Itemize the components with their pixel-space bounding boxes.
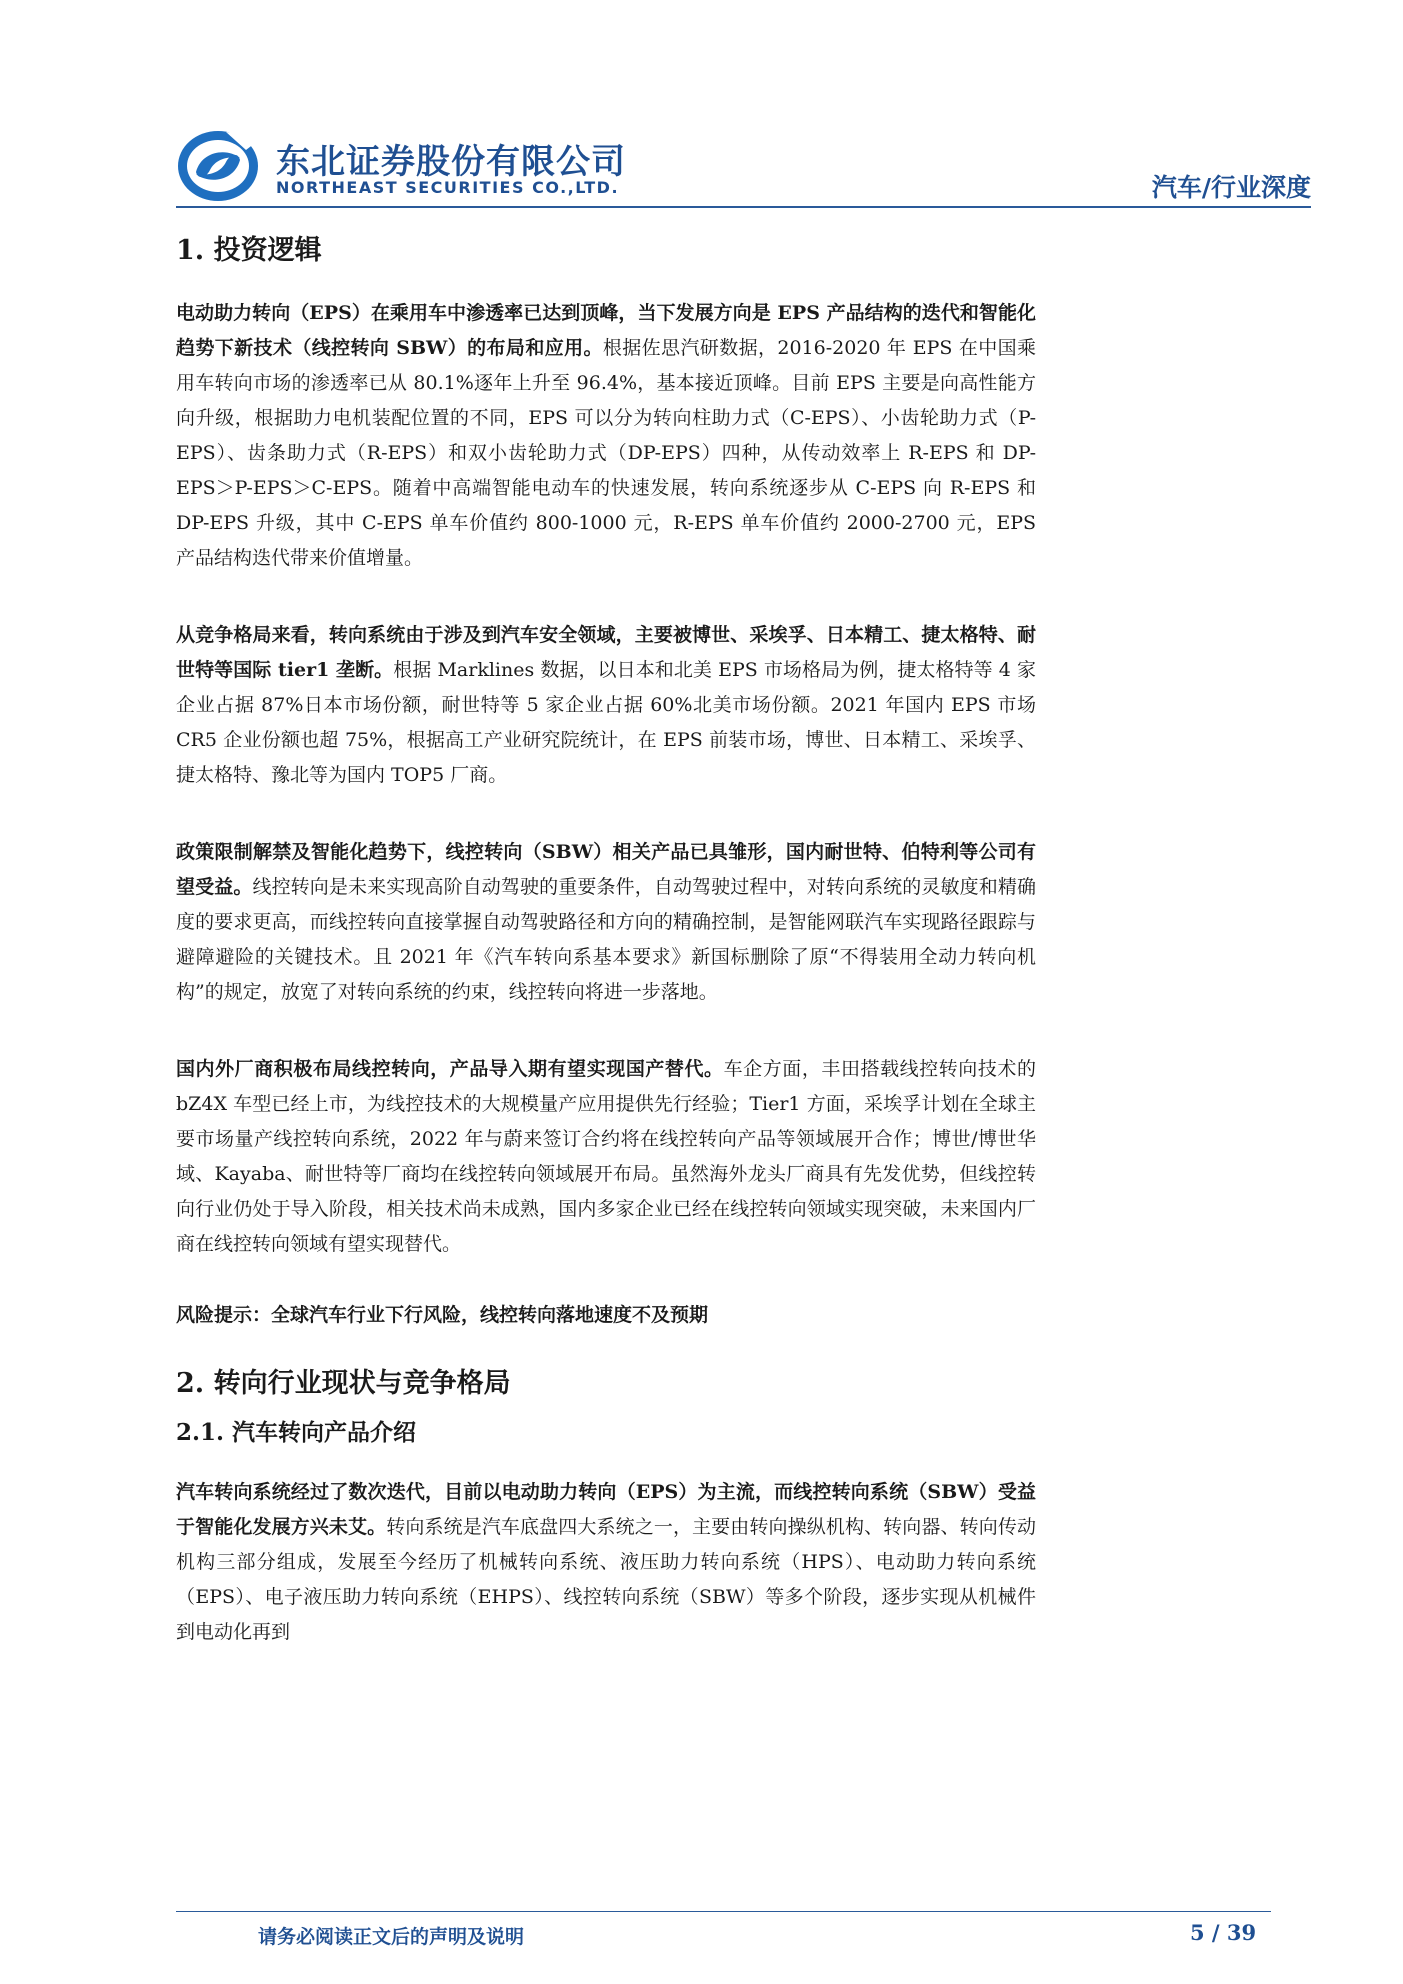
page-number: 5 / 39 [1190,1920,1257,1945]
company-name-cn: 东北证券股份有限公司 [276,142,626,182]
risk-warning: 风险提示：全球汽车行业下行风险，线控转向落地速度不及预期 [176,1303,709,1326]
paragraph-lead: 政策限制解禁及智能化趋势下，线控转向（SBW）相关产品已具雏形，国内耐世特、伯特利等公司有望受益。 [176,840,1036,898]
paragraph-domestic-substitution [176,1052,1036,1262]
company-name-en: NORTHEAST SECURITIES CO.,LTD. [276,178,620,197]
paragraph-steering-intro [176,1475,1036,1650]
header-divider [176,206,1311,208]
paragraph-eps-penetration [176,296,1036,576]
section-2-title: 2. 转向行业现状与竞争格局 [176,1367,511,1399]
paragraph-lead: 从竞争格局来看，转向系统由于涉及到汽车安全领域，主要被博世、采埃孚、日本精工、捷太格特、耐世特等国际 tier1 垄断。 [176,623,1036,681]
paragraph-body: 转向系统是汽车底盘四大系统之一，主要由转向操纵机构、转向器、转向传动机构三部分组成，发展至今经历了机械转向系统、液压助力转向系统（HPS）、电动助力转向系统（EPS）、电子液压助力转向系统（EHPS）、线控转向系统（SBW）等多个阶段，逐步实现从机械件到电动化再到 [176,1515,1036,1643]
paragraph-body: 线控转向是未来实现高阶自动驾驶的重要条件，自动驾驶过程中，对转向系统的灵敏度和精确度的要求更高，而线控转向直接掌握自动驾驶路径和方向的精确控制，是智能网联汽车实现路径跟踪与避障避险的关键技术。且 2021 年《汽车转向系基本要求》新国标删除了原“不得装用全动力转向机构”的规定，放宽了对转向系统的约束，线控转向将进一步落地。 [176,875,1036,1003]
footer-divider [176,1911,1271,1912]
paragraph-body: 根据 Marklines 数据，以日本和北美 EPS 市场格局为例，捷太格特等 4 家企业占据 87%日本市场份额，耐世特等 5 家企业占据 60%北美市场份额。2021 年国内 EPS 市场 CR5 企业份额也超 75%，根据高工产业研究院统计，在 EPS 前装市场，博世、日本精工、采埃孚、捷太格特、豫北等为国内 TOP5 厂商。 [176,658,1036,786]
report-body [176,232,1036,1650]
page-header [176,128,1311,204]
section-1-title: 1. 投资逻辑 [176,235,322,266]
paragraph-competition [176,618,1036,793]
paragraph-lead: 电动助力转向（EPS）在乘用车中渗透率已达到顶峰，当下发展方向是 EPS 产品结构的迭代和智能化趋势下新技术（线控转向 SBW）的布局和应用。 [176,301,1036,359]
paragraph-body: 根据佐思汽研数据，2016-2020 年 EPS 在中国乘用车转向市场的渗透率已从 80.1%逐年上升至 96.4%，基本接近顶峰。目前 EPS 主要是向高性能方向升级，根据助力电机装配位置的不同，EPS 可以分为转向柱助力式（C-EPS）、小齿轮助力式（P-EPS）、齿条助力式（R-EPS）和双小齿轮助力式（DP-EPS）四种，从传动效率上 R-EPS 和 DP-EPS＞P-EPS＞C-EPS。随着中高端智能电动车的快速发展，转向系统逐步从 C-EPS 向 R-EPS 和 DP-EPS 升级，其中 C-EPS 单车价值约 800-1000 元，R-EPS 单车价值约 2000-2700 元，EPS 产品结构迭代带来价值增量。 [176,336,1037,569]
paragraph-lead: 汽车转向系统经过了数次迭代，目前以电动助力转向（EPS）为主流，而线控转向系统（SBW）受益于智能化发展方兴未艾。 [176,1480,1036,1538]
footer-disclaimer: 请务必阅读正文后的声明及说明 [258,1926,525,1948]
report-category: 汽车/行业深度 [1151,173,1311,202]
paragraph-lead: 国内外厂商积极布局线控转向，产品导入期有望实现国产替代。 [176,1057,724,1080]
company-logo-icon [176,128,266,204]
paragraph-sbw-policy [176,835,1036,1010]
section-2-1-title: 2.1. 汽车转向产品介绍 [176,1418,417,1446]
paragraph-body: 车企方面，丰田搭载线控转向技术的 bZ4X 车型已经上市，为线控技术的大规模量产应用提供先行经验；Tier1 方面，采埃孚计划在全球主要市场量产线控转向系统，2022 年与蔚来签订合约将在线控转向产品等领域展开合作；博世/博世华域、Kayaba、耐世特等厂商均在线控转向领域展开布局。虽然海外龙头厂商具有先发优势，但线控转向行业仍处于导入阶段，相关技术尚未成熟，国内多家企业已经在线控转向领域实现突破，未来国内厂商在线控转向领域有望实现替代。 [176,1057,1036,1255]
